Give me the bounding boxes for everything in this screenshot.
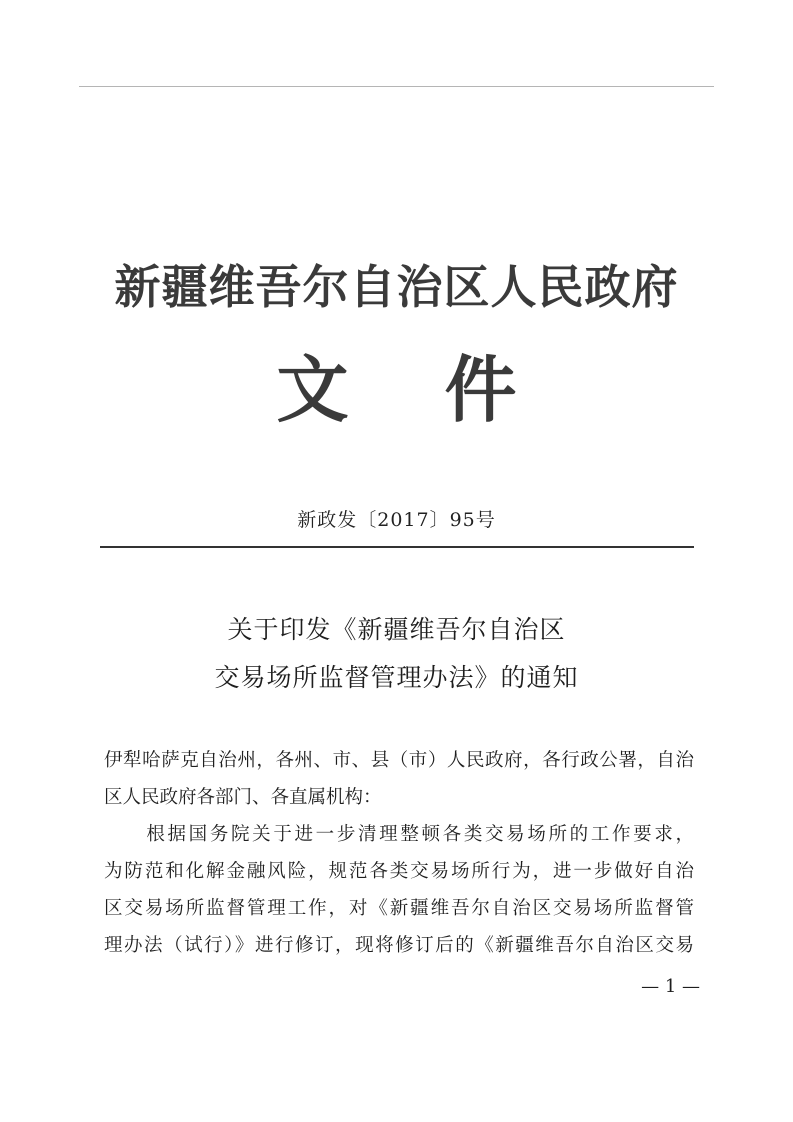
- issuer-name: 新疆维吾尔自治区人民政府: [114, 260, 679, 314]
- body-text: [104, 742, 694, 964]
- top-rule: [79, 86, 714, 87]
- page-number: — 1 —: [641, 976, 700, 997]
- body-line: 区人民政府各部门、各直属机构：: [104, 787, 382, 808]
- notice-title-line-2: 交易场所监督管理办法》的通知: [214, 663, 579, 692]
- notice-title-line-1: 关于印发《新疆维吾尔自治区: [227, 615, 566, 644]
- document-word: 文件: [276, 348, 613, 432]
- separator-rule: [100, 546, 694, 548]
- body-line: 根据国务院关于进一步清理整顿各类交易场所的工作要求，: [104, 824, 694, 845]
- body-line: 理办法（试行）》进行修订，现将修订后的《新疆维吾尔自治区交易: [104, 935, 694, 956]
- document-number: 新政发〔2017〕95号: [297, 509, 496, 531]
- body-line: 伊犁哈萨克自治州，各州、市、县（市）人民政府，各行政公署，自治: [104, 750, 694, 771]
- notice-title: [0, 606, 793, 702]
- body-line: 区交易场所监督管理工作，对《新疆维吾尔自治区交易场所监督管: [104, 898, 694, 919]
- body-line: 为防范和化解金融风险，规范各类交易场所行为，进一步做好自治: [104, 861, 694, 882]
